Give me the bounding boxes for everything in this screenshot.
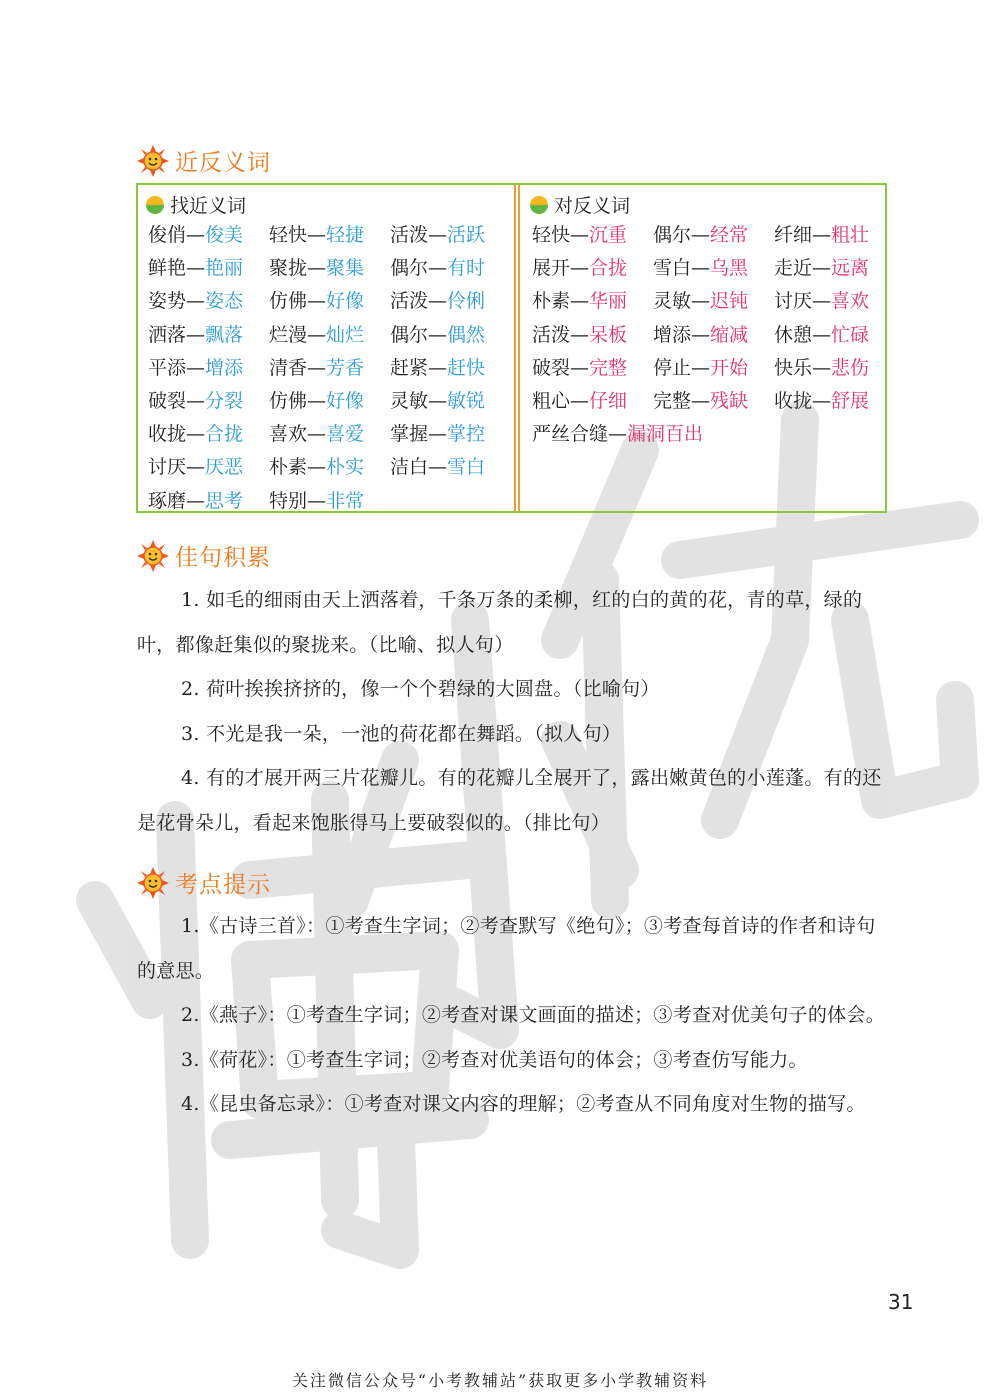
pair-word: 偶尔— bbox=[390, 257, 448, 280]
synonym-pair bbox=[269, 285, 390, 318]
pair-answer: 伶俐 bbox=[447, 290, 486, 313]
sun-icon bbox=[137, 145, 169, 177]
synonym-pair bbox=[148, 352, 269, 385]
pair-answer: 迟钝 bbox=[710, 290, 749, 313]
pair-answer: 乌黑 bbox=[710, 257, 749, 280]
sentence-item: 3. 不光是我一朵，一池的荷花都在舞蹈。（拟人句） bbox=[181, 722, 622, 745]
pair-answer: 忙碌 bbox=[831, 323, 870, 346]
antonym-pair bbox=[653, 285, 774, 318]
pair-word: 收拢— bbox=[774, 390, 832, 413]
pair-word: 赶紧— bbox=[390, 356, 448, 379]
pair-word: 喜欢— bbox=[269, 423, 327, 446]
pair-answer: 俊美 bbox=[205, 224, 244, 246]
pair-word: 特别— bbox=[269, 489, 327, 512]
tip-item: 2.《燕子》：①考查生字词；②考查对课文画面的描述；③考查对优美句子的体会。 bbox=[181, 1004, 886, 1026]
pair-word: 偶尔— bbox=[653, 224, 711, 246]
pair-answer: 远离 bbox=[831, 257, 870, 280]
pair-word: 讨厌— bbox=[774, 290, 832, 313]
tip-item: 3.《荷花》：①考查生字词；②考查对优美语句的体会；③考查仿写能力。 bbox=[181, 1048, 808, 1071]
pair-word: 活泼— bbox=[390, 290, 448, 313]
pair-answer: 仔细 bbox=[589, 390, 628, 413]
synonym-pair bbox=[269, 352, 390, 385]
synonym-pair bbox=[148, 285, 269, 318]
bullet-dot-icon bbox=[146, 196, 164, 214]
pair-word: 活泼— bbox=[532, 323, 590, 346]
pair-word: 俊俏— bbox=[148, 224, 206, 246]
pair-word: 聚拢— bbox=[269, 257, 327, 280]
pair-answer: 聚集 bbox=[326, 257, 365, 280]
pair-answer: 芳香 bbox=[326, 356, 365, 379]
synonym-pair bbox=[269, 319, 390, 352]
pair-word: 琢磨— bbox=[148, 489, 206, 512]
pair-answer: 艳丽 bbox=[205, 257, 244, 280]
antonym-pair bbox=[653, 385, 774, 418]
pair-answer: 开始 bbox=[710, 356, 749, 379]
antonym-pair bbox=[774, 252, 895, 285]
antonym-pair bbox=[532, 319, 653, 352]
pair-answer: 完整 bbox=[589, 356, 628, 379]
synonym-pair bbox=[148, 319, 269, 352]
pair-word: 洁白— bbox=[390, 456, 448, 479]
antonym-pair bbox=[532, 285, 653, 318]
tips-list bbox=[137, 904, 892, 1127]
page-number: 31 bbox=[888, 1290, 914, 1314]
pair-answer: 喜爱 bbox=[326, 423, 365, 446]
pair-word: 破裂— bbox=[148, 390, 206, 413]
pair-answer: 姿态 bbox=[205, 290, 244, 313]
pair-answer: 华丽 bbox=[589, 290, 628, 313]
synonym-pair bbox=[148, 418, 269, 451]
synonym-pair bbox=[390, 352, 511, 385]
pair-answer: 有时 bbox=[447, 257, 486, 280]
pair-word: 展开— bbox=[532, 257, 590, 280]
synonym-pair bbox=[148, 252, 269, 285]
pair-word: 清香— bbox=[269, 356, 327, 379]
antonyms-title: 对反义词 bbox=[554, 195, 631, 217]
pair-word: 走近— bbox=[774, 257, 832, 280]
pair-answer: 赶快 bbox=[447, 356, 486, 379]
antonym-pair bbox=[653, 219, 774, 252]
pair-word: 轻快— bbox=[269, 224, 327, 246]
section-heading-sentences bbox=[137, 539, 271, 572]
sentence-item: 1. 如毛的细雨由天上洒落着，千条万条的柔柳，红的白的黄的花，青的草，绿的叶，都像赶集似的聚拢来。（比喻、拟人句） bbox=[137, 589, 863, 656]
synonyms-header bbox=[146, 191, 246, 218]
pair-answer: 好像 bbox=[326, 290, 365, 313]
section-heading-exam-tips bbox=[137, 866, 271, 899]
pair-word: 仿佛— bbox=[269, 390, 327, 413]
pair-word: 活泼— bbox=[390, 224, 448, 246]
synonym-pair bbox=[269, 219, 390, 252]
pair-answer: 合拢 bbox=[589, 257, 628, 280]
pair-answer: 轻捷 bbox=[326, 224, 365, 246]
antonym-pair bbox=[774, 285, 895, 318]
footer-note: 关注微信公众号“小考教辅站”获取更多小学教辅资料 bbox=[291, 1371, 709, 1390]
sentence-item: 2. 荷叶挨挨挤挤的，像一个个碧绿的大圆盘。（比喻句） bbox=[181, 678, 660, 700]
pair-answer: 喜欢 bbox=[831, 290, 870, 313]
synonym-pair bbox=[269, 418, 390, 451]
pair-answer: 厌恶 bbox=[205, 456, 244, 479]
sentence-item: 4. 有的才展开两三片花瓣儿。有的花瓣儿全展开了，露出嫩黄色的小莲蓬。有的还是花骨朵儿，看起来饱胀得马上要破裂似的。（排比句） bbox=[137, 767, 882, 834]
antonym-pair bbox=[532, 352, 653, 385]
pair-word: 朴素— bbox=[269, 456, 327, 479]
pair-answer: 舒展 bbox=[831, 390, 870, 413]
pair-word: 收拢— bbox=[148, 423, 206, 446]
pair-answer: 思考 bbox=[205, 489, 244, 512]
antonym-pair bbox=[653, 352, 774, 385]
antonym-pair bbox=[774, 219, 895, 252]
pair-word: 休憩— bbox=[774, 323, 832, 346]
antonym-pair bbox=[653, 252, 774, 285]
antonym-pair bbox=[532, 385, 653, 418]
pair-answer: 增添 bbox=[205, 356, 244, 379]
tip-item: 4.《昆虫备忘录》：①考查对课文内容的理解；②考查从不同角度对生物的描写。 bbox=[181, 1093, 866, 1115]
pair-word: 停止— bbox=[653, 356, 711, 379]
synonym-pair bbox=[148, 219, 269, 252]
antonym-pair bbox=[532, 252, 653, 285]
bullet-dot-icon bbox=[530, 196, 548, 214]
section-title: 考点提示 bbox=[175, 872, 271, 898]
pair-word: 讨厌— bbox=[148, 456, 206, 479]
sentences-list bbox=[137, 578, 892, 845]
pair-word: 鲜艳— bbox=[148, 257, 206, 280]
synonym-pair bbox=[269, 485, 390, 518]
tip-item: 1.《古诗三首》：①考查生字词；②考查默写《绝句》；③考查每首诗的作者和诗句的意思。 bbox=[137, 915, 876, 982]
pair-answer: 雪白 bbox=[447, 456, 486, 479]
pair-word: 雪白— bbox=[653, 257, 711, 280]
pair-word: 烂漫— bbox=[269, 323, 327, 346]
pair-answer: 掌控 bbox=[447, 423, 486, 446]
pair-word: 灵敏— bbox=[390, 390, 448, 413]
pair-answer: 好像 bbox=[326, 390, 365, 413]
synonym-pair bbox=[390, 418, 511, 451]
pair-answer: 合拢 bbox=[205, 423, 244, 446]
section-title: 近反义词 bbox=[175, 150, 271, 176]
synonym-pair bbox=[269, 451, 390, 484]
pair-answer: 粗壮 bbox=[831, 224, 870, 246]
synonym-pair bbox=[269, 385, 390, 418]
pair-answer: 经常 bbox=[710, 224, 749, 246]
section-heading-synonyms-antonyms bbox=[137, 144, 271, 177]
pair-word: 灵敏— bbox=[653, 290, 711, 313]
section-title: 佳句积累 bbox=[175, 545, 271, 571]
pair-word: 掌握— bbox=[390, 423, 448, 446]
pair-answer: 非常 bbox=[326, 489, 365, 512]
pair-word: 粗心— bbox=[532, 390, 590, 413]
pair-answer: 悲伤 bbox=[831, 356, 870, 379]
pair-answer: 呆板 bbox=[589, 323, 628, 346]
synonym-pair bbox=[390, 385, 511, 418]
synonyms-list bbox=[148, 219, 511, 518]
pair-word: 洒落— bbox=[148, 323, 206, 346]
synonym-pair bbox=[390, 285, 511, 318]
synonym-pair bbox=[390, 252, 511, 285]
pair-answer: 漏洞百出 bbox=[627, 423, 704, 446]
synonyms-title: 找近义词 bbox=[170, 195, 247, 217]
pair-word: 增添— bbox=[653, 323, 711, 346]
antonym-pair bbox=[532, 219, 653, 252]
pair-answer: 灿烂 bbox=[326, 323, 365, 346]
synonym-pair bbox=[390, 319, 511, 352]
synonym-pair bbox=[148, 451, 269, 484]
pair-answer: 缩减 bbox=[710, 323, 749, 346]
pair-word: 严丝合缝— bbox=[532, 423, 628, 446]
pair-answer: 活跃 bbox=[447, 224, 486, 246]
sun-icon bbox=[137, 540, 169, 572]
synonym-pair bbox=[390, 219, 511, 252]
sun-icon bbox=[137, 867, 169, 899]
pair-answer: 朴实 bbox=[326, 456, 365, 479]
pair-word: 仿佛— bbox=[269, 290, 327, 313]
antonym-pair bbox=[774, 319, 895, 352]
pair-answer: 偶然 bbox=[447, 323, 486, 346]
pair-word: 平添— bbox=[148, 356, 206, 379]
pair-answer: 分裂 bbox=[205, 390, 244, 413]
antonym-pair bbox=[774, 352, 895, 385]
synonym-pair bbox=[148, 485, 269, 518]
pair-word: 朴素— bbox=[532, 290, 590, 313]
pair-word: 完整— bbox=[653, 390, 711, 413]
synonym-pair bbox=[148, 385, 269, 418]
word-box bbox=[136, 183, 887, 513]
antonym-pair bbox=[532, 418, 895, 451]
antonym-pair bbox=[774, 385, 895, 418]
synonym-pair bbox=[269, 252, 390, 285]
pair-word: 偶尔— bbox=[390, 323, 448, 346]
column-divider bbox=[514, 185, 520, 511]
pair-answer: 敏锐 bbox=[447, 390, 486, 413]
pair-word: 轻快— bbox=[532, 224, 590, 246]
pair-word: 姿势— bbox=[148, 290, 206, 313]
pair-answer: 残缺 bbox=[710, 390, 749, 413]
pair-answer: 沉重 bbox=[589, 224, 628, 246]
pair-word: 纤细— bbox=[774, 224, 832, 246]
pair-word: 快乐— bbox=[774, 356, 832, 379]
synonym-pair bbox=[390, 451, 511, 484]
antonyms-header bbox=[530, 191, 630, 218]
pair-word: 破裂— bbox=[532, 356, 590, 379]
antonyms-list bbox=[532, 219, 895, 451]
pair-answer: 飘落 bbox=[205, 323, 244, 346]
antonym-pair bbox=[653, 319, 774, 352]
